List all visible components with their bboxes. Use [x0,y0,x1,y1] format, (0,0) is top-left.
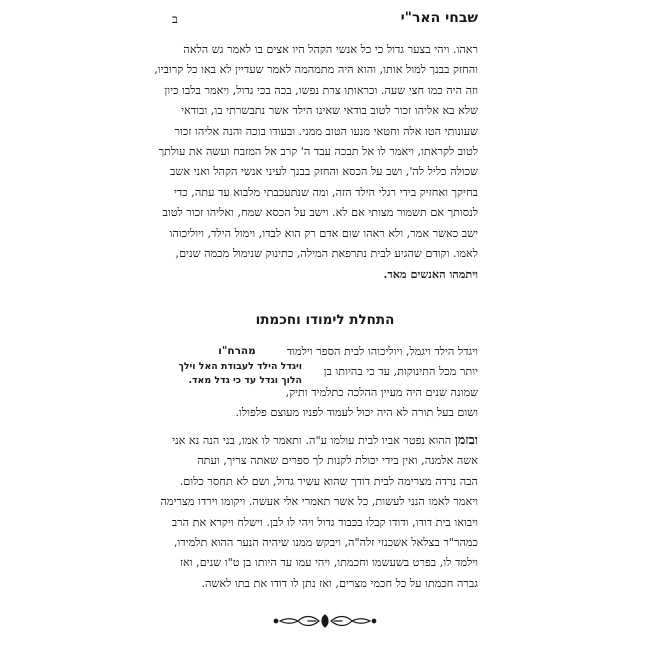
text-line: ויגדל הילד ויגמל, ויוליכוהו לבית הספר וילמוד [286,345,478,358]
section-heading: התחלת לימודו וחכמתו [255,312,395,328]
text-line: ראהו. ויהי בצער גדול כי כל אנשי הקהל היו אצים בו לאמר גש הלאה [183,43,478,56]
text-line: שלא בא אליהו זכור לטוב בודאי שאינו הילד אשר נתבשרתי בו, ובודאי [181,104,478,118]
paragraph-1 [154,40,478,285]
text-line: ישב כאשר אמר, ולא ראהו שום אדם רק הוא לבדו, וימול הילד, ויוליכוהו [169,226,478,240]
text-line: כמהר"ר בצלאל אשכנזי זלה"ה, ויבקש ממנו שיהיה הנער ההוא תלמידו, [173,536,478,550]
text-line: ויאמר לאמו הנני לעשות, כל אשר תאמרי אלי אעשה. ויקומו וירדו מצרימה [160,495,478,509]
side-note-line: ויגדל הילד לעבודת האל וילך [178,361,302,372]
paragraph-3 [160,430,478,594]
text-line: ויתמהו האנשים מאד. [383,267,478,282]
text-line: שכולה כליל לה', ושב על הכסא והחזק בבנך לעיני אנשי הקהל ואני אשב [170,165,478,179]
text-line: והחזק בבנך למול אותו, והוא היה מתמהמה לאמר שעדיין לא באו כל קרוביו, [154,63,478,77]
page-number: ב [172,12,178,26]
decorative-flourish-icon [272,612,378,630]
text-line [172,430,478,451]
text-line: וילמד לו, בפרט בשעשמו וחכמתו, ויהי עמו עד היותו בן ט"ו שנים, ואז [179,556,478,570]
side-note-title: מהרח"ו [218,345,256,357]
text-line: בחיקך ואחזיק בידי רגלי הילד הזה, ומה שנתעכבתי מלבוא עד עתה, כדי [173,185,478,199]
text-line: ויבואו בית דודו, ודודו קבלו בכבוד גדול ויהי לו לבן. וישלח ויקרא את הרב [171,515,478,529]
text-line: שמונה שנים היה מעיין ההלכה כתלמיד ותיק, [285,385,478,399]
text-line: לנסותך אם תשמור מצותי אם לא. וישב על הכסא שמח, ואליהו זכור לטוב [162,206,478,220]
paragraph-2 [172,342,478,424]
text-line: לאמו. וקודם שהגיע לבית נתרפאת המילה, כתינוק שנימול מכמה שנים, [175,247,478,261]
running-title: שבחי האר"י [400,10,478,26]
text-line: יותר מכל התינוקות, עד כי בהיותו בן [323,365,478,379]
lead-word: ובזמן [454,432,478,447]
text-line: לטוב לקראתו, ויאמר לו אל תבכה עבד ה' קרב אל המזבח ועשה את עולתך [158,145,478,159]
text-line: שעונותי הטו אלה וחטאי מנעו הטוב ממני. ובעודו בוכה והנה אליהו זכור [174,124,478,138]
side-note-line: הלוך וגדל עד כי גדל מאד. [188,375,302,386]
text-line: אשה אלמנה, ואין בידי יכולת לקנות לך ספרים שאתה צריך, ועתה [197,454,478,468]
text-line: ושום בעל תורה לא היה יכול לעמוד לפניו מעוצם פלפולו. [235,406,478,420]
first-line-text: ההוא נפטר אביו לבית עולמו ע"ה. ותאמר לו אמו, בני הנה נא אני [172,434,455,447]
running-head [172,10,478,32]
text-line: גברה חכמתו על כל חכמי מצרים, ואז נתן לו דודו את בתו לאשה. [201,576,478,590]
text-line: הבה נרדה מצרימה לבית דודך שהוא עשיר גדול, ושם לא תחסר כלום. [179,474,478,488]
text-line: וזה היה כמו חצי שעה. וכראותו צרת נפשו, בכה בכי גדול, ויאמר בלבו כיון [164,83,478,97]
